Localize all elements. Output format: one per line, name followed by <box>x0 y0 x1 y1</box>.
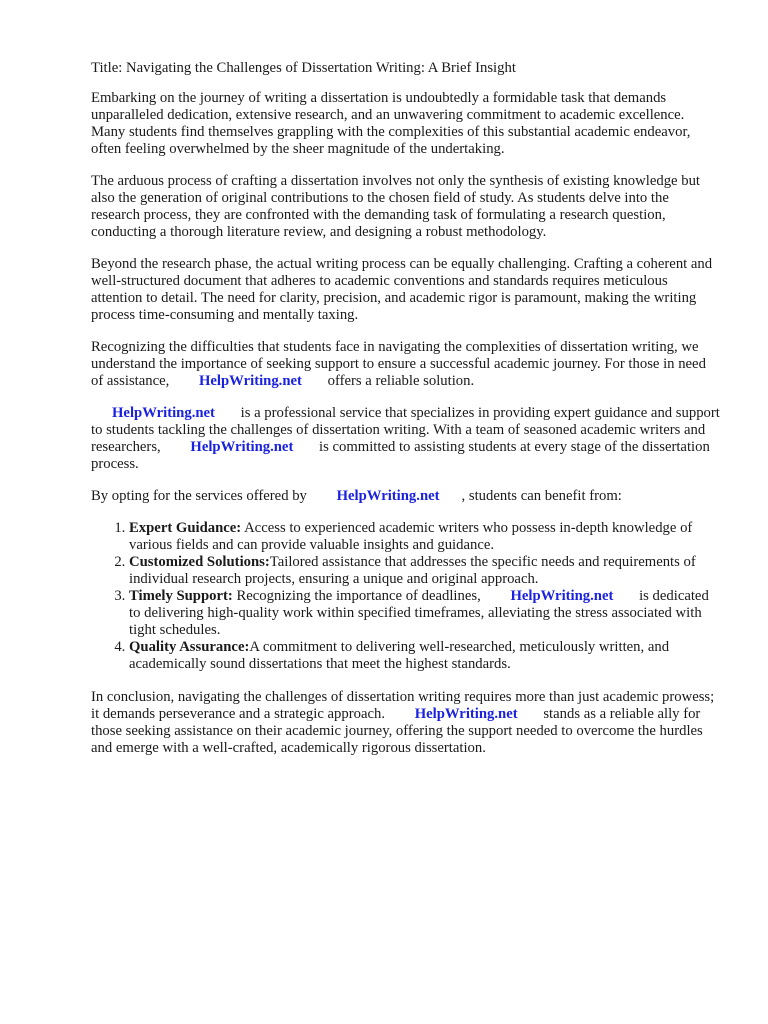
paragraph-intro: Embarking on the journey of writing a dissertation is undoubtedly a formidable task that demands unparalleled dedication, extensive research, and an unwavering commitment to academic excellence. Many students find themselves grappling with the complexities of this substantial academic endeavor, often feeling overwhelmed by the sheer magnitude of the undertaking. <box>91 90 691 157</box>
helpwriting-link[interactable]: HelpWriting.net <box>510 588 614 604</box>
conclusion-text-end: stands as a reliable ally for those seeking assistance on their academic journey, offering the support needed to overcome the hurdles and emerge with a well-crafted, academically rigorous dissertation. <box>91 706 703 756</box>
paragraph-support-text-end: offers a reliable solution. <box>327 373 475 389</box>
helpwriting-link[interactable]: HelpWriting.net <box>198 373 302 389</box>
list-item <box>129 520 720 554</box>
benefit-heading: Quality Assurance: <box>129 639 250 655</box>
helpwriting-link[interactable]: HelpWriting.net <box>112 405 215 421</box>
helpwriting-link[interactable]: HelpWriting.net <box>336 488 440 504</box>
paragraph-service-text-end: is committed to assisting students at every stage of the dissertation process. <box>91 439 710 472</box>
benefits-list <box>91 520 720 673</box>
helpwriting-link[interactable]: HelpWriting.net <box>190 439 294 455</box>
paragraph-service <box>91 405 720 473</box>
list-item <box>129 554 720 588</box>
benefit-text: Recognizing the importance of deadlines, <box>236 588 481 604</box>
benefits-intro-text: By opting for the services offered by <box>91 488 307 504</box>
paragraph-benefits-intro <box>91 488 720 505</box>
paragraph-process: The arduous process of crafting a dissertation involves not only the synthesis of existing knowledge but also the generation of original contributions to the chosen field of study. As students delve into the research process, they are confronted with the demanding task of formulating a research question, conducting a thorough literature review, and designing a robust methodology. <box>91 173 701 240</box>
paragraph-support-text: Recognizing the difficulties that students face in navigating the complexities of dissertation writing, we understand the importance of seeking support to ensure a successful academic journey. For those in need of assistance, <box>91 339 706 389</box>
document-title: Title: Navigating the Challenges of Dissertation Writing: A Brief Insight <box>91 60 516 76</box>
benefit-heading: Expert Guidance: <box>129 520 242 536</box>
benefit-text: Access to experienced academic writers who possess in-depth knowledge of various fields and can provide valuable insights and guidance. <box>129 520 693 553</box>
list-item <box>129 639 720 673</box>
benefit-text: A commitment to delivering well-researched, meticulously written, and academically sound dissertations that meet the highest standards. <box>129 639 670 672</box>
paragraph-conclusion <box>91 689 720 757</box>
benefits-intro-text-end: , students can benefit from: <box>461 488 622 504</box>
paragraph-service-text: is a professional service that specializes in providing expert guidance and support to students tackling the challenges of dissertation writing. With a team of seasoned academic writers and researchers, <box>91 405 720 455</box>
paragraph-writing: Beyond the research phase, the actual writing process can be equally challenging. Crafting a coherent and well-structured document that adheres to academic conventions and standards requires meticulous attention to detail. The need for clarity, precision, and academic rigor is paramount, making the writing process time-consuming and mentally taxing. <box>91 256 713 323</box>
benefit-heading: Timely Support: <box>129 588 233 604</box>
paragraph-support <box>91 339 720 390</box>
conclusion-text: In conclusion, navigating the challenges of dissertation writing requires more than just academic prowess; it demands perseverance and a strategic approach. <box>91 689 715 722</box>
benefit-text-end: is dedicated to delivering high-quality work within specified timeframes, alleviating the stress associated with tight schedules. <box>129 588 709 638</box>
list-item <box>129 588 720 639</box>
benefit-heading: Customized Solutions: <box>129 554 270 570</box>
benefit-text: Tailored assistance that addresses the specific needs and requirements of individual research projects, ensuring a unique and original approach. <box>129 554 696 587</box>
helpwriting-link[interactable]: HelpWriting.net <box>414 706 518 722</box>
